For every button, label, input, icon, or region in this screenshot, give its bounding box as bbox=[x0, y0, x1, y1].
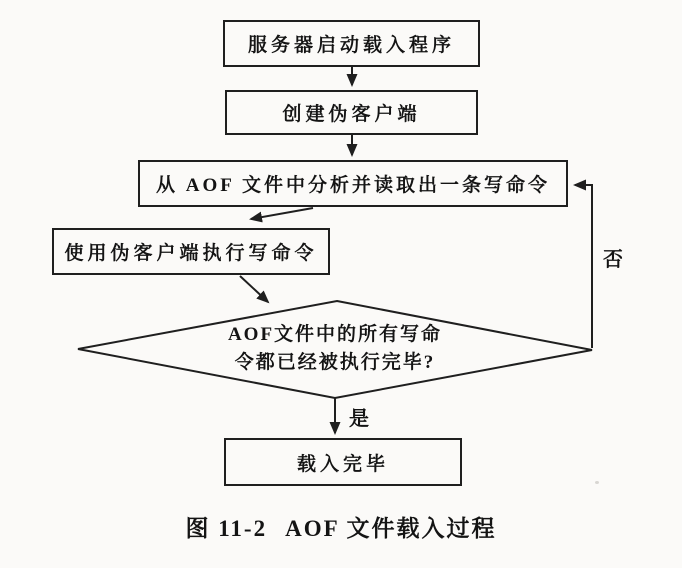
figure-caption-number: 图 11-2 bbox=[185, 516, 268, 541]
node-start-loader bbox=[223, 20, 480, 67]
node-load-complete-label: 载入完毕 bbox=[296, 453, 389, 475]
node-load-complete bbox=[224, 438, 462, 486]
edge-label-yes: 是 bbox=[349, 408, 369, 430]
arrow-execute-command-to-decision bbox=[240, 276, 268, 302]
node-create-fake-client-label: 创建伪客户端 bbox=[282, 104, 421, 125]
figure-caption bbox=[0, 510, 682, 543]
edge-label-no: 否 bbox=[603, 249, 623, 271]
decision-label-line-2: 令都已经被执行完毕? bbox=[234, 352, 436, 373]
decision-all-commands-executed bbox=[175, 321, 495, 377]
node-create-fake-client bbox=[225, 90, 478, 135]
arrow-read-command-to-execute-command bbox=[251, 208, 313, 219]
scan-speck bbox=[595, 481, 599, 484]
node-execute-write-command-label: 使用伪客户端执行写命令 bbox=[64, 243, 318, 264]
decision-label-line-1: AOF文件中的所有写命 bbox=[227, 324, 443, 345]
node-read-write-command bbox=[138, 160, 568, 207]
node-execute-write-command bbox=[52, 228, 330, 275]
arrow-decision-no-loopback bbox=[575, 185, 592, 348]
node-start-loader-label: 服务器启动载入程序 bbox=[247, 35, 455, 56]
figure-caption-title: AOF 文件载入过程 bbox=[285, 516, 497, 541]
node-read-write-command-label: 从 AOF 文件中分析并读取出一条写命令 bbox=[156, 175, 550, 196]
